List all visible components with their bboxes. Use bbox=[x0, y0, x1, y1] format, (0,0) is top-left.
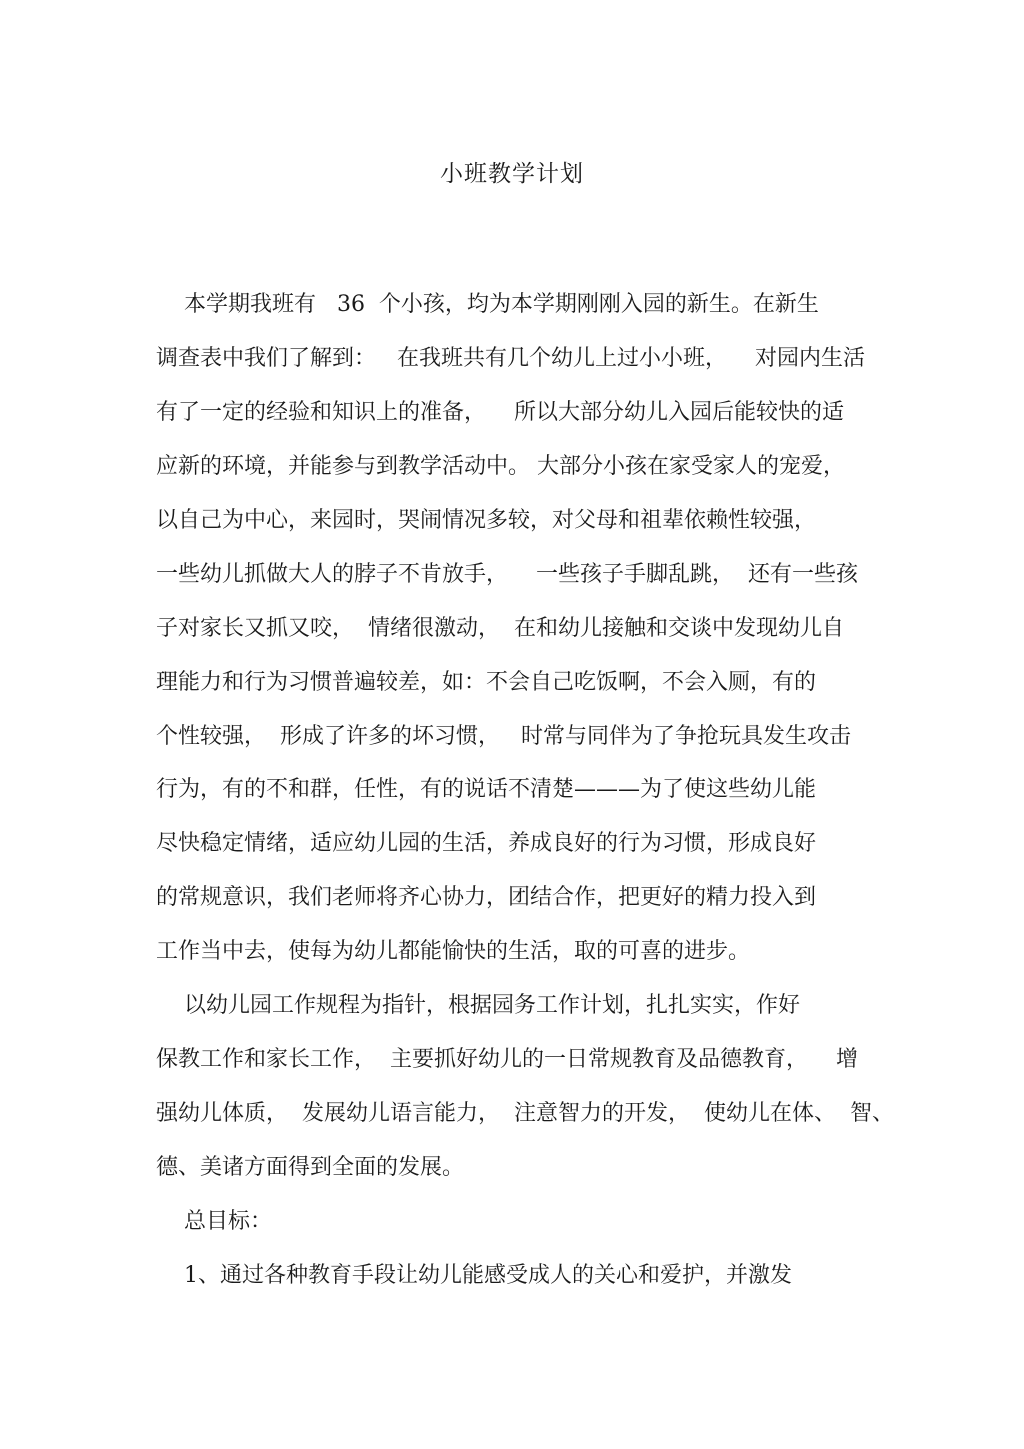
section-heading: 总目标： bbox=[156, 1209, 272, 1234]
paragraph-line: 以幼儿园工作规程为指针，根据园务工作计划，扎扎实实，作好 bbox=[156, 993, 800, 1018]
document-title: 小班教学计划 bbox=[440, 161, 584, 187]
list-item: 1、通过各种教育手段让幼儿能感受成人的关心和爱护，并激发 bbox=[156, 1263, 792, 1288]
paragraph-line: 德、美诸方面得到全面的发展。 bbox=[156, 1155, 465, 1180]
paragraph-line: 工作当中去，使每为幼儿都能愉快的生活，取的可喜的进步。 bbox=[156, 939, 751, 964]
paragraph-line: 尽快稳定情绪，适应幼儿园的生活，养成良好的行为习惯，形成良好 bbox=[156, 831, 817, 856]
paragraph-line: 一些幼儿抓做大人的脖子不肯放手， 一些孩子手脚乱跳， 还有一些孩 bbox=[156, 562, 858, 587]
paragraph-line: 保教工作和家长工作， 主要抓好幼儿的一日常规教育及品德教育， 增 bbox=[156, 1047, 858, 1072]
paragraph-line: 本学期我班有 36 个小孩，均为本学期刚刚入园的新生。在新生 bbox=[156, 292, 819, 317]
paragraph-line: 个性较强， 形成了许多的坏习惯， 时常与同伴为了争抢玩具发生攻击 bbox=[156, 724, 851, 749]
paragraph-line: 的常规意识，我们老师将齐心协力，团结合作，把更好的精力投入到 bbox=[156, 885, 817, 910]
paragraph-line: 调查表中我们了解到： 在我班共有几个幼儿上过小小班， 对园内生活 bbox=[156, 346, 865, 371]
paragraph-line: 有了一定的经验和知识上的准备， 所以大部分幼儿入园后能较快的适 bbox=[156, 400, 844, 425]
paragraph-line: 理能力和行为习惯普遍较差，如：不会自己吃饭啊，不会入厕，有的 bbox=[156, 670, 817, 695]
paragraph-line: 行为，有的不和群，任性，有的说话不清楚———为了使这些幼儿能 bbox=[156, 777, 817, 802]
paragraph-line: 以自己为中心，来园时，哭闹情况多较，对父母和祖辈依赖性较强， bbox=[156, 508, 817, 533]
paragraph-line: 强幼儿体质， 发展幼儿语言能力， 注意智力的开发， 使幼儿在体、 智、 bbox=[156, 1101, 894, 1126]
paragraph-line: 应新的环境，并能参与到教学活动中。 大部分小孩在家受家人的宠爱， bbox=[156, 454, 845, 479]
paragraph-line: 子对家长又抓又咬， 情绪很激动， 在和幼儿接触和交谈中发现幼儿自 bbox=[156, 616, 844, 641]
